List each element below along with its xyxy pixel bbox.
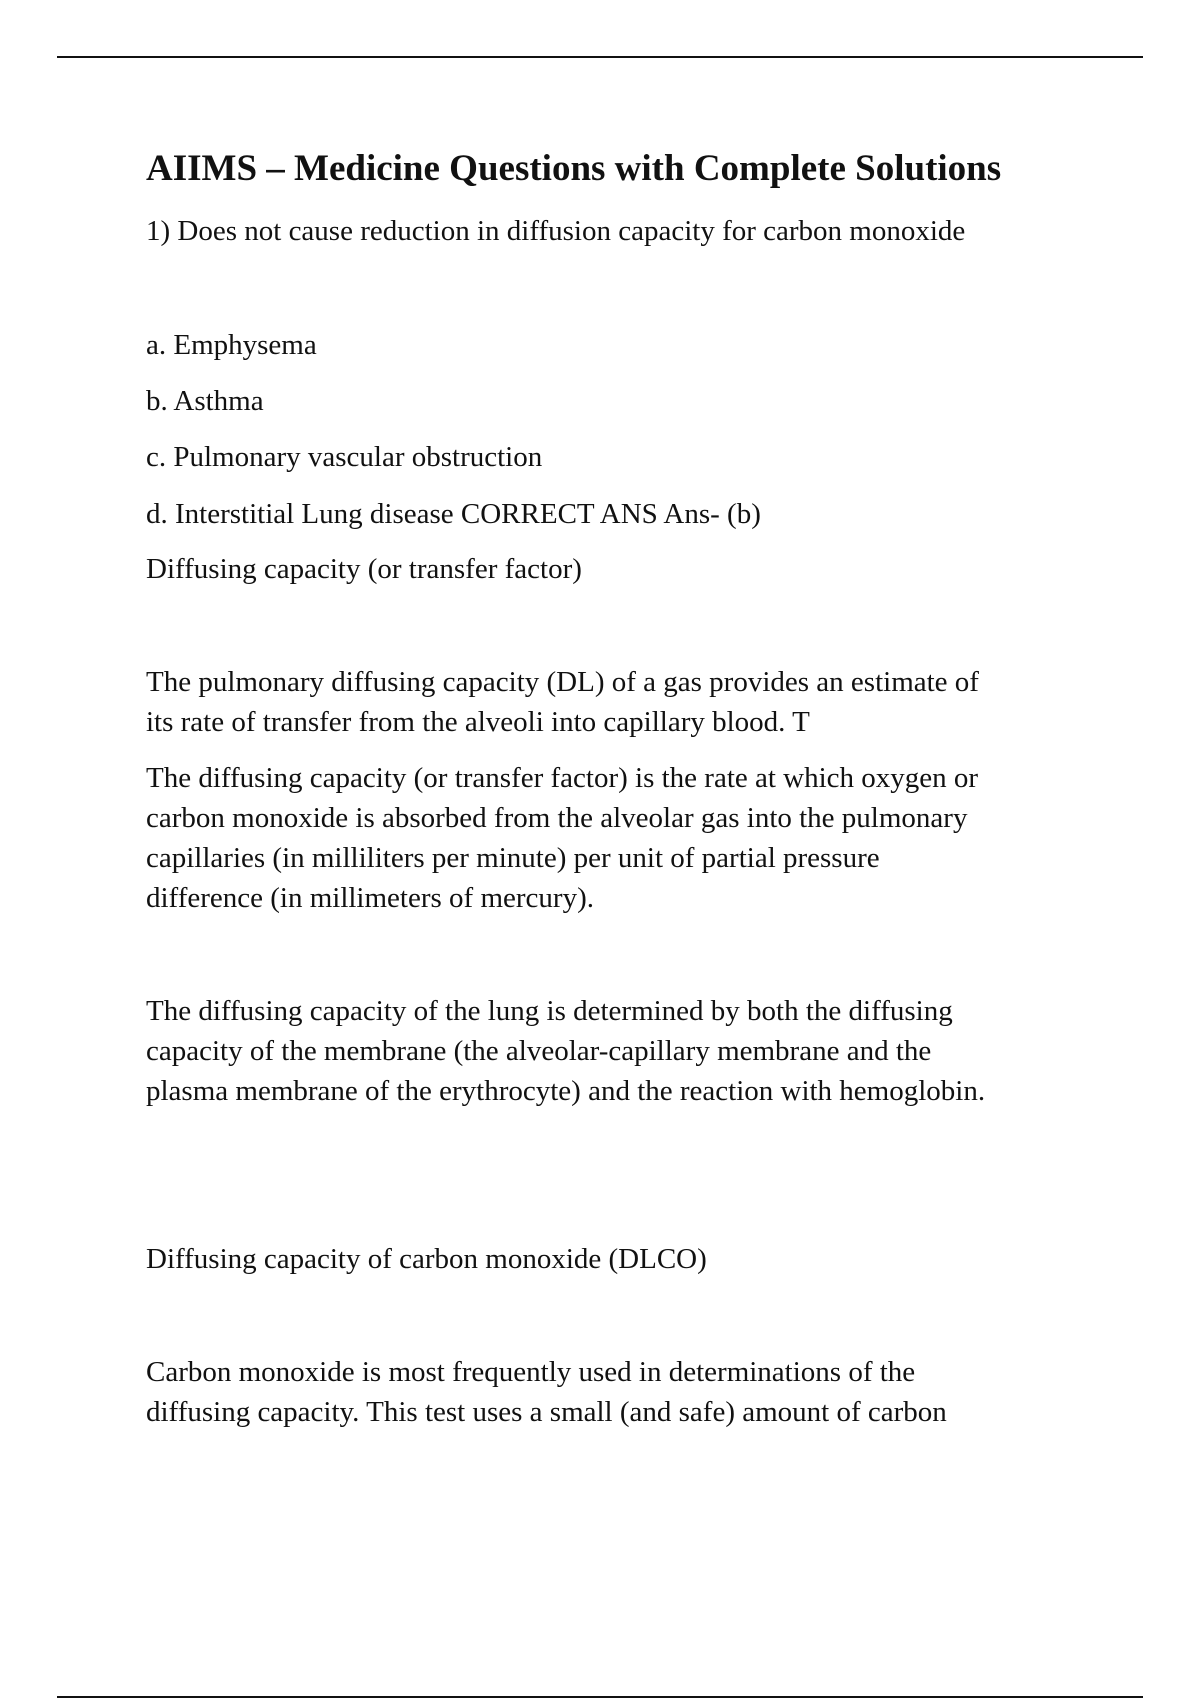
paragraph-3-line-3: plasma membrane of the erythrocyte) and the reaction with hemoglobin. — [146, 1075, 986, 1107]
paragraph-1-line-1: The pulmonary diffusing capacity (DL) of a gas provides an estimate of — [146, 666, 979, 698]
paragraph-4-line-1: Carbon monoxide is most frequently used in determinations of the — [146, 1356, 916, 1388]
paragraph-3-line-2: capacity of the membrane (the alveolar-capillary membrane and the — [146, 1035, 932, 1067]
option-c: c. Pulmonary vascular obstruction — [146, 441, 543, 473]
paragraph-3-line-1: The diffusing capacity of the lung is determined by both the diffusing — [146, 995, 953, 1027]
section-heading-dlco: Diffusing capacity of carbon monoxide (DLCO) — [146, 1243, 707, 1275]
bottom-rule — [57, 1696, 1143, 1698]
paragraph-1-line-2: its rate of transfer from the alveoli into capillary blood. T — [146, 706, 810, 738]
question-text: 1) Does not cause reduction in diffusion capacity for carbon monoxide — [146, 215, 966, 247]
section-heading-diffusing-capacity: Diffusing capacity (or transfer factor) — [146, 553, 582, 585]
document-title: AIIMS – Medicine Questions with Complete Solutions — [146, 148, 1002, 189]
paragraph-4-line-2: diffusing capacity. This test uses a small (and safe) amount of carbon — [146, 1396, 947, 1428]
paragraph-2-line-4: difference (in millimeters of mercury). — [146, 882, 594, 914]
paragraph-2-line-3: capillaries (in milliliters per minute) per unit of partial pressure — [146, 842, 880, 874]
option-a: a. Emphysema — [146, 329, 317, 361]
paragraph-2-line-2: carbon monoxide is absorbed from the alveolar gas into the pulmonary — [146, 802, 968, 834]
top-rule — [57, 56, 1143, 58]
paragraph-2-line-1: The diffusing capacity (or transfer factor) is the rate at which oxygen or — [146, 762, 979, 794]
option-d-answer: d. Interstitial Lung disease CORRECT ANS Ans- (b) — [146, 498, 761, 530]
option-b: b. Asthma — [146, 385, 264, 417]
